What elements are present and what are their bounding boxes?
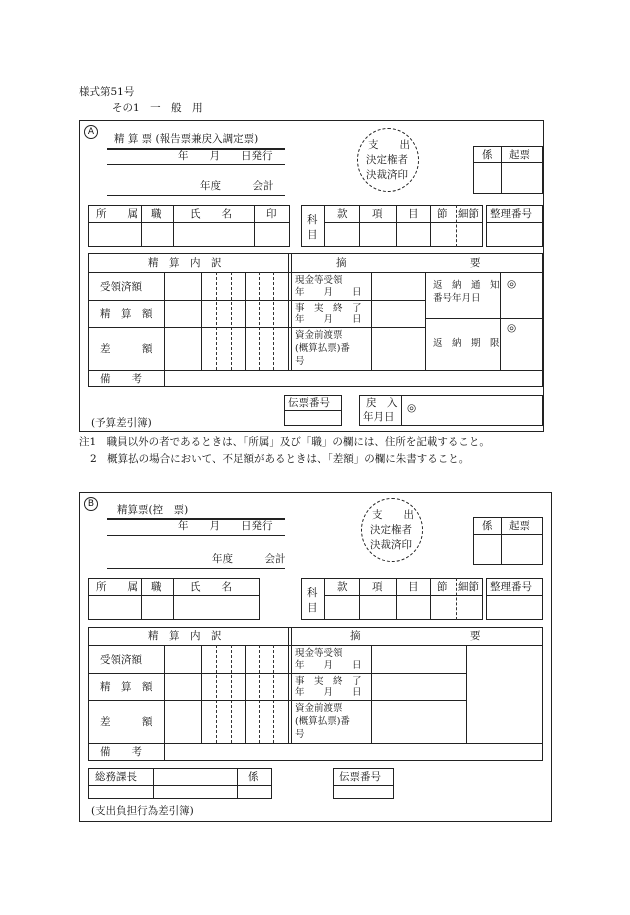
stamp-text: 支 出 [372,509,414,521]
double-circle-mark: ◎ [507,322,517,334]
header-in: 印 [266,208,277,220]
henno-tsuchi: 返 納 通 知 [433,280,500,291]
form-a-issue-date: 年 月 日発行 [178,150,273,162]
henno-kigen: 返 納 期 限 [433,338,500,349]
double-circle-mark: ◎ [407,402,417,414]
header-shozoku: 所 属 [96,208,138,220]
header-kan: 款 [337,208,348,220]
row-label-biko: 備 考 [100,373,142,385]
header-moku: 目 [408,581,419,593]
header-tekiyo: 摘 [350,630,361,642]
note-2: 2 概算払の場合において、不足額があるときは、「差額」の欄に朱書すること。 [90,453,470,465]
header-saisetsu: 細節 [458,581,479,593]
tekiyo-shikin: 資金前渡票 [295,703,343,714]
header-tekiyo: 要 [470,630,481,642]
header-tekiyo: 要 [470,257,481,269]
henno-tsuchi: 番号年月日 [433,293,481,304]
form-b-footer: (支出負担行為差引簿) [91,805,194,817]
row-label-sagaku: 差 額 [100,716,153,728]
header-kou: 項 [372,208,383,220]
row-label-juryo: 受領済額 [100,281,142,293]
header-setsu: 節 [437,581,448,593]
tekiyo-shikin: (概算払票)番 [295,716,350,727]
header-tekiyo: 摘 [336,257,347,269]
header-seiri: 整理番号 [490,581,532,593]
label-kihyo: 起票 [509,520,530,532]
row-label-sagaku: 差 額 [100,343,153,355]
header-saisetsu: 細節 [458,208,479,220]
label-kihyo: 起票 [509,149,530,161]
header-shimei: 氏 名 [190,208,232,220]
stamp-text: 決定権者 [370,524,412,536]
form-a-fiscal-year: 年度 会計 [200,180,274,192]
form-a-title: 精 算 票 (報告票兼戻入調定票) [114,133,259,145]
header-moku: 目 [408,208,419,220]
row-label-seisan: 精 算 額 [100,681,153,693]
tekiyo-jijitsu: 事 実 終 了 [295,676,362,687]
header-kamoku: 科 [307,214,318,226]
label-kakari: 係 [248,771,259,783]
form-b-fiscal-year: 年度 会計 [212,553,286,565]
header-kan: 款 [337,581,348,593]
tekiyo-jijitsu-date: 年 月 日 [295,314,362,325]
tekiyo-genkin: 現金等受領 [295,275,343,286]
label-somu: 総務課長 [95,771,137,783]
double-circle-mark: ◎ [507,278,517,290]
form-a-footer: (予算差引簿) [91,417,152,429]
row-label-biko: 備 考 [100,746,142,758]
header-kou: 項 [372,581,383,593]
label-reinyu: 戻 入 [366,397,398,409]
label-denpyo: 伝票番号 [288,397,330,409]
header-kamoku: 科 [307,587,318,599]
label-denpyo: 伝票番号 [339,771,381,783]
form-number: 様式第51号 [79,86,135,98]
row-label-seisan: 精 算 額 [100,308,153,320]
stamp-text: 決裁済印 [370,539,412,551]
label-reinyu: 年月日 [363,411,395,423]
label-kakari: 係 [482,149,493,161]
header-setsu: 節 [437,208,448,220]
row-label-juryo: 受領済額 [100,654,142,666]
header-seisan-uchiwake: 精 算 内 訳 [148,257,222,269]
header-kamoku: 目 [307,602,318,614]
tekiyo-jijitsu-date: 年 月 日 [295,687,362,698]
form-b-title: 精算票(控 票) [117,504,189,516]
tekiyo-genkin-date: 年 月 日 [295,287,362,298]
form-b-issue-date: 年 月 日発行 [178,520,273,532]
tekiyo-shikin: 資金前渡票 [295,330,343,341]
tekiyo-shikin: 号 [295,356,305,367]
form-subtitle: その1 一 般 用 [112,102,203,114]
header-seiri: 整理番号 [490,208,532,220]
tekiyo-genkin-date: 年 月 日 [295,660,362,671]
note-1: 注1 職員以外の者であるときは、「所属」及び「職」の欄には、住所を記載すること。 [79,436,490,448]
form-b-marker: B [84,497,98,511]
tekiyo-shikin: (概算払票)番 [295,343,350,354]
header-shozoku: 所 属 [96,581,138,593]
stamp-text: 決裁済印 [366,169,408,181]
header-shoku: 職 [151,581,162,593]
header-kamoku: 目 [307,229,318,241]
tekiyo-shikin: 号 [295,729,305,740]
tekiyo-jijitsu: 事 実 終 了 [295,303,362,314]
tekiyo-genkin: 現金等受領 [295,648,343,659]
header-seisan-uchiwake: 精 算 内 訳 [148,630,222,642]
header-shoku: 職 [151,208,162,220]
label-kakari: 係 [482,520,493,532]
stamp-text: 決定権者 [366,154,408,166]
stamp-text: 支 出 [368,139,410,151]
header-shimei: 氏 名 [190,581,232,593]
form-a-marker: A [84,125,98,139]
